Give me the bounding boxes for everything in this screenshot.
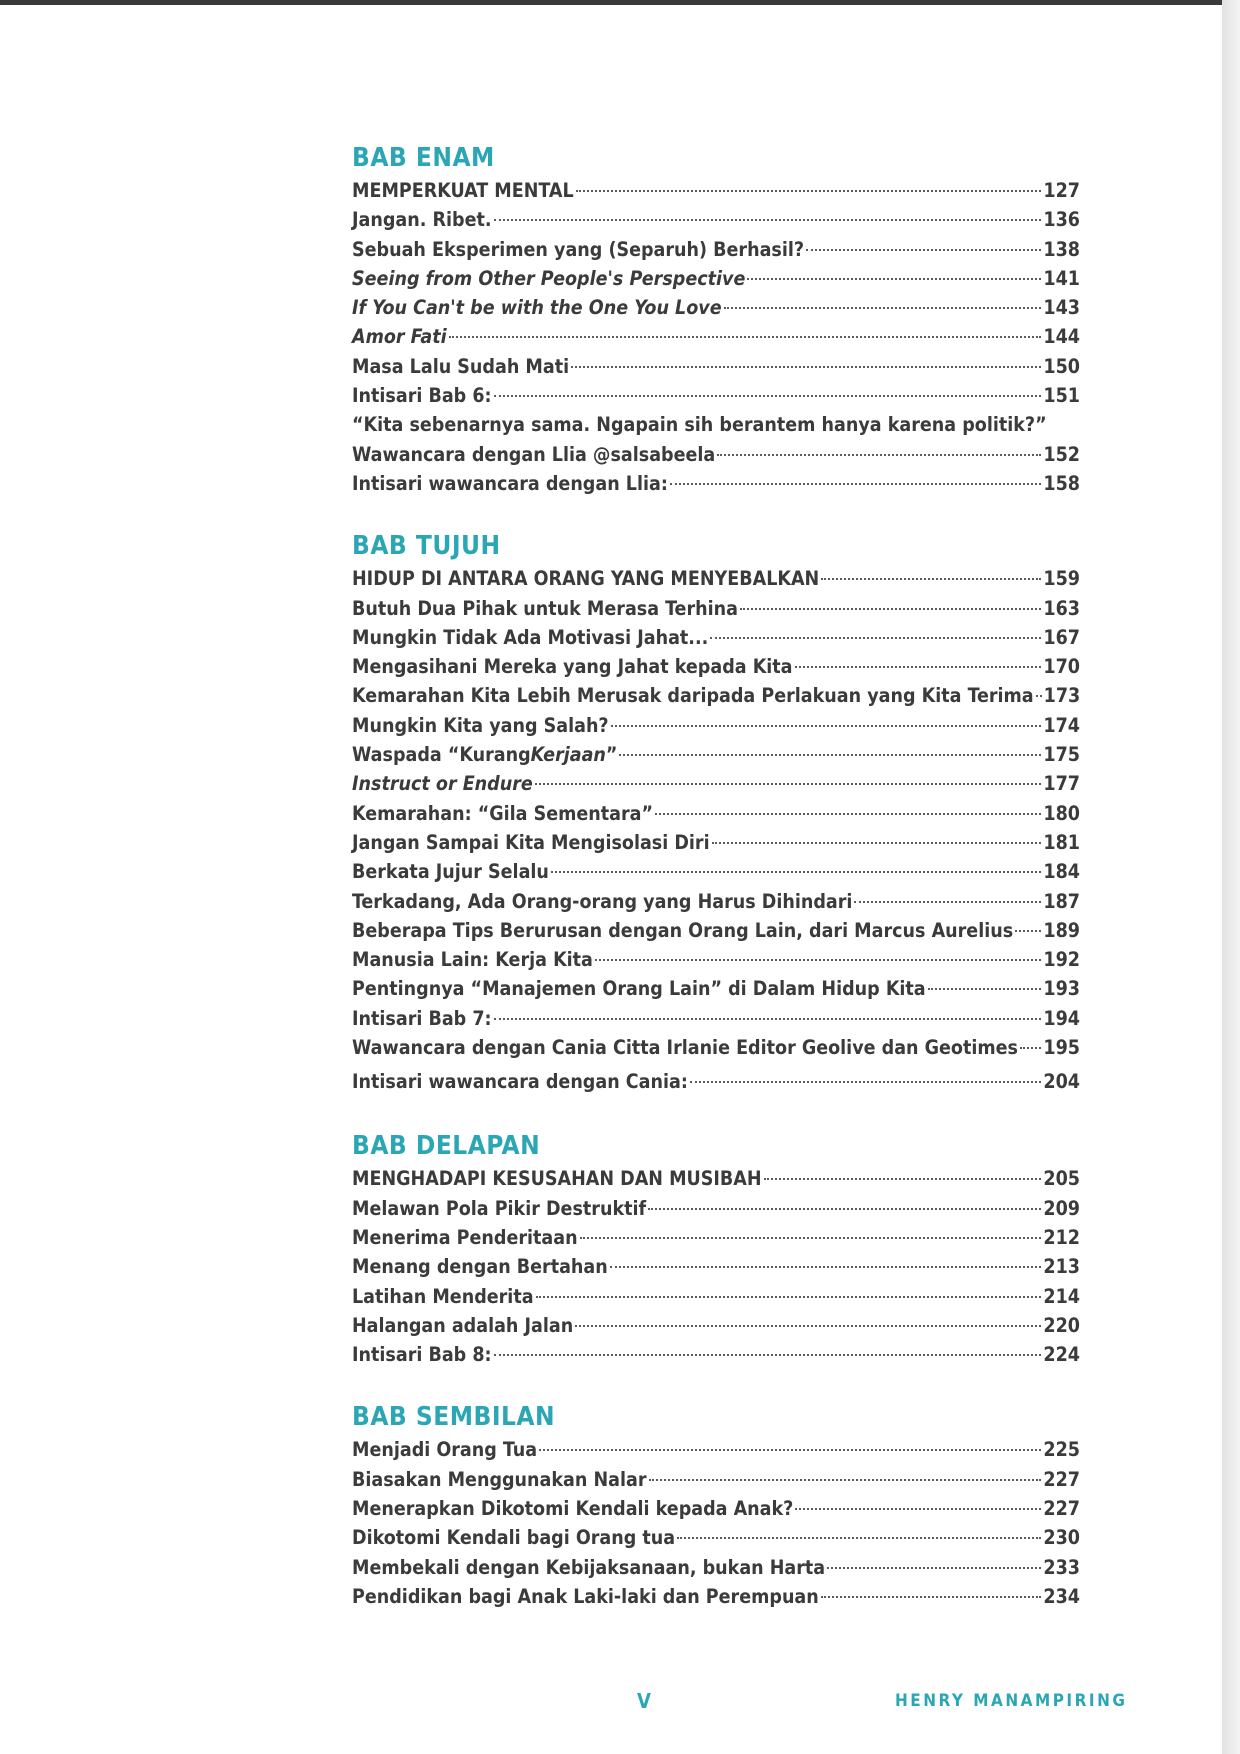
toc-entry-page: 151 [1043, 384, 1080, 408]
toc-entry [352, 1465, 1080, 1494]
toc-entry [352, 564, 1080, 593]
toc-entry-page: 233 [1043, 1555, 1080, 1579]
toc-entry-title: Sebuah Eksperimen yang (Separuh) Berhasil? [352, 237, 805, 261]
dot-leader [494, 395, 1042, 397]
dot-leader [576, 190, 1042, 192]
page-edge [1222, 0, 1240, 1754]
toc-entry [352, 1523, 1080, 1552]
chapter-heading: BAB TUJUH [352, 531, 501, 562]
toc-entry-page: 227 [1043, 1496, 1080, 1520]
toc-entry-title: If You Can't be with the One You Love [352, 296, 722, 320]
toc-entry-title: Wawancara dengan Llia @salsabeela [352, 442, 716, 466]
page-number: V [637, 1689, 651, 1713]
toc-entry [352, 352, 1080, 381]
toc-entry-page: 212 [1043, 1225, 1080, 1249]
toc-entry-title: Seeing from Other People's Perspective [352, 266, 746, 290]
dot-leader [648, 1208, 1041, 1210]
toc-entry [352, 1435, 1080, 1464]
toc-entry-title: Kemarahan Kita Lebih Merusak daripada Perlakuan yang Kita Terima [352, 684, 1034, 708]
toc-entry-title: Butuh Dua Pihak untuk Merasa Terhina [352, 596, 738, 620]
chapter-section-8 [352, 1128, 1080, 1369]
toc-entry-page: 180 [1043, 801, 1080, 825]
toc-entry-title: “Kita sebenarnya sama. Ngapain sih berantem hanya karena politik?” [352, 413, 1047, 437]
toc-entry-page: 205 [1043, 1167, 1080, 1191]
dot-leader [619, 754, 1041, 756]
toc-entry-title: Mengasihani Mereka yang Jahat kepada Kita [352, 655, 793, 679]
toc-entry-page: 193 [1043, 977, 1080, 1001]
toc-entry-title: Biasakan Menggunakan Nalar [352, 1467, 647, 1491]
toc-entry-title: Beberapa Tips Berurusan dengan Orang Lain, dari Marcus Aurelius [352, 918, 1014, 942]
toc-entry-title: Membekali dengan Kebijaksanaan, bukan Harta [352, 1555, 826, 1579]
dot-leader [821, 1596, 1042, 1598]
toc-entry-title: MENGHADAPI KESUSAHAN DAN MUSIBAH [352, 1167, 762, 1191]
toc-entry-page: 152 [1043, 442, 1080, 466]
toc-entry [352, 440, 1080, 469]
toc-entry [352, 681, 1080, 710]
toc-entry [352, 1311, 1080, 1340]
dot-leader [717, 454, 1041, 456]
toc-entry-page: 225 [1043, 1438, 1080, 1462]
toc-entry [352, 740, 1080, 769]
toc-entry-title: Latihan Menderita [352, 1284, 534, 1308]
toc-entry-title: Waspada “Kurang [352, 743, 531, 767]
toc-entry-page: 159 [1043, 567, 1080, 591]
chapter-section-9 [352, 1399, 1080, 1611]
toc-entry [352, 1340, 1080, 1369]
toc-entry-page: 158 [1043, 471, 1080, 495]
toc-entry-title: Masa Lalu Sudah Mati [352, 354, 570, 378]
toc-entry [352, 381, 1080, 410]
dot-leader [690, 1081, 1042, 1083]
toc-entry [352, 1004, 1080, 1033]
toc-entry-page: 204 [1043, 1070, 1080, 1094]
toc-entry [352, 828, 1080, 857]
toc-entry [352, 1282, 1080, 1311]
chapter-heading: BAB ENAM [352, 143, 495, 173]
toc-entry-title: Jangan. Ribet. [352, 208, 492, 232]
toc-entry-page: 209 [1043, 1196, 1080, 1220]
toc-entry [352, 322, 1080, 351]
dot-leader [795, 1508, 1041, 1510]
toc-entry-page: 141 [1043, 266, 1080, 290]
toc-entry-page: 184 [1043, 860, 1080, 884]
chapter-section-6 [352, 140, 1080, 498]
dot-leader [854, 901, 1041, 903]
toc-entry-title: Halangan adalah Jalan [352, 1313, 574, 1337]
dot-leader [449, 336, 1042, 338]
dot-leader [747, 278, 1041, 280]
toc-entry-title: MEMPERKUAT MENTAL [352, 179, 574, 202]
toc-entry-title: Kemarahan: “Gila Sementara” [352, 801, 654, 825]
dot-leader [795, 666, 1042, 668]
dot-leader [494, 219, 1042, 221]
toc-entry-page: 189 [1043, 918, 1080, 942]
toc-entry [352, 264, 1080, 293]
toc-entry-page: 224 [1043, 1343, 1080, 1367]
toc-entry-page: 177 [1043, 772, 1080, 796]
dot-leader [575, 1325, 1041, 1327]
toc-entry-title: Intisari Bab 6: [352, 384, 492, 408]
dot-leader [806, 249, 1041, 251]
toc-entry [352, 410, 1080, 439]
toc-entry [352, 1164, 1080, 1193]
toc-entry [352, 799, 1080, 828]
dot-leader [494, 1354, 1042, 1356]
toc-entry-page: 136 [1043, 208, 1080, 232]
toc-entry [352, 623, 1080, 652]
toc-entry-page: 195 [1043, 1036, 1080, 1060]
dot-leader [611, 725, 1042, 727]
toc-entry [352, 1252, 1080, 1281]
toc-entry-title: Menerapkan Dikotomi Kendali kepada Anak? [352, 1496, 794, 1520]
dot-leader [580, 1237, 1042, 1239]
dot-leader [655, 813, 1041, 815]
toc-entry-title: Intisari wawancara dengan Cania: [352, 1070, 688, 1094]
toc-entry [352, 945, 1080, 974]
toc-entry [352, 916, 1080, 945]
toc-entry-title: Pendidikan bagi Anak Laki-laki dan Perempuan [352, 1584, 819, 1608]
toc-entry [352, 1194, 1080, 1223]
toc-entry-page: 213 [1043, 1255, 1080, 1279]
toc-entry-page: 174 [1043, 713, 1080, 737]
dot-leader [1020, 1047, 1041, 1049]
toc-entry-page: 181 [1043, 830, 1080, 854]
toc-entry-title: Wawancara dengan Cania Citta Irlanie Editor Geolive dan Geotimes [352, 1036, 1018, 1060]
toc-entry-title: Terkadang, Ada Orang-orang yang Harus Dihindari [352, 889, 853, 913]
toc-entry [352, 1223, 1080, 1252]
toc-entry-page: 192 [1043, 948, 1080, 972]
toc-entry-page: 194 [1043, 1006, 1080, 1030]
toc-entry-title: Pentingnya “Manajemen Orang Lain” di Dalam Hidup Kita [352, 977, 926, 1001]
toc-entry-page: 227 [1043, 1467, 1080, 1491]
toc-entry-page: 150 [1043, 354, 1080, 378]
toc-entry-page: 234 [1043, 1584, 1080, 1608]
toc-entry [352, 1553, 1080, 1582]
toc-entry [352, 1494, 1080, 1523]
chapter-heading: BAB DELAPAN [352, 1131, 541, 1162]
dot-leader [551, 871, 1041, 873]
toc-entry [352, 1582, 1080, 1611]
toc-entry-page: 143 [1043, 296, 1080, 320]
toc-entry-title: Dikotomi Kendali bagi Orang tua [352, 1526, 676, 1550]
toc-entry-page: 187 [1043, 889, 1080, 913]
toc-entry [352, 594, 1080, 623]
table-of-contents [352, 140, 1080, 1641]
toc-entry-page: 175 [1043, 743, 1080, 767]
toc-entry [352, 205, 1080, 234]
dot-leader [1015, 930, 1041, 932]
dot-leader [571, 366, 1041, 368]
toc-entry [352, 887, 1080, 916]
toc-entry-page: 163 [1043, 596, 1080, 620]
toc-entry-title: Melawan Pola Pikir Destruktif [352, 1196, 647, 1220]
dot-leader [827, 1567, 1041, 1569]
toc-entry [352, 235, 1080, 264]
dot-leader [712, 842, 1042, 844]
toc-entry [352, 469, 1080, 498]
dot-leader [677, 1537, 1041, 1539]
toc-entry-page: 220 [1043, 1313, 1080, 1337]
toc-entry-title: Intisari wawancara dengan Llia: [352, 471, 668, 495]
dot-leader [740, 608, 1041, 610]
dot-leader [1036, 695, 1042, 697]
running-footer-author: HENRY MANAMPIRING [895, 1691, 1128, 1711]
toc-entry [352, 974, 1080, 1003]
toc-entry-title: Amor Fati [352, 325, 447, 349]
toc-entry-title: Intisari Bab 8: [352, 1343, 492, 1367]
toc-entry-page: 173 [1043, 684, 1081, 708]
chapter-heading: BAB SEMBILAN [352, 1402, 556, 1433]
dot-leader [539, 1449, 1041, 1451]
toc-entry [352, 769, 1080, 798]
toc-entry-page: 167 [1043, 625, 1080, 649]
dot-leader [536, 1296, 1042, 1298]
toc-entry-page: 230 [1043, 1526, 1080, 1550]
toc-entry-page: 127 [1043, 179, 1080, 202]
toc-entry-title: Manusia Lain: Kerja Kita [352, 948, 593, 972]
toc-entry-title: HIDUP DI ANTARA ORANG YANG MENYEBALKAN [352, 567, 820, 591]
dot-leader [724, 307, 1042, 309]
toc-entry [352, 652, 1080, 681]
chapter-section-7 [352, 528, 1080, 1098]
toc-entry-page: 170 [1043, 655, 1080, 679]
toc-entry-title-end: ” [605, 743, 618, 767]
toc-entry-title: Intisari Bab 7: [352, 1006, 492, 1030]
dot-leader [821, 578, 1041, 580]
dot-leader [670, 483, 1042, 485]
toc-entry-page: 144 [1043, 325, 1080, 349]
dot-leader [649, 1479, 1042, 1481]
toc-entry [352, 1062, 1080, 1098]
toc-entry-title: Menang dengan Bertahan [352, 1255, 608, 1279]
toc-entry-page: 214 [1043, 1284, 1080, 1308]
toc-entry-title-italic: Kerjaan [530, 743, 606, 767]
toc-entry-title: Instruct or Endure [352, 772, 533, 796]
toc-entry-title: Mungkin Tidak Ada Motivasi Jahat... [352, 625, 709, 649]
dot-leader [595, 959, 1041, 961]
dot-leader [535, 783, 1042, 785]
toc-entry-title: Jangan Sampai Kita Mengisolasi Diri [352, 830, 710, 854]
dot-leader [928, 988, 1042, 990]
dot-leader [710, 637, 1041, 639]
toc-entry [352, 1033, 1080, 1062]
toc-entry-title: Menerima Penderitaan [352, 1225, 578, 1249]
dot-leader [610, 1266, 1042, 1268]
toc-entry [352, 857, 1080, 886]
toc-entry-title: Berkata Jujur Selalu [352, 860, 549, 884]
toc-entry [352, 293, 1080, 322]
toc-entry-title: Mungkin Kita yang Salah? [352, 713, 609, 737]
toc-entry [352, 711, 1080, 740]
toc-entry-page: 138 [1043, 237, 1080, 261]
toc-entry-title: Menjadi Orang Tua [352, 1438, 538, 1462]
toc-entry [352, 176, 1080, 205]
dot-leader [494, 1018, 1042, 1020]
dot-leader [764, 1178, 1042, 1180]
